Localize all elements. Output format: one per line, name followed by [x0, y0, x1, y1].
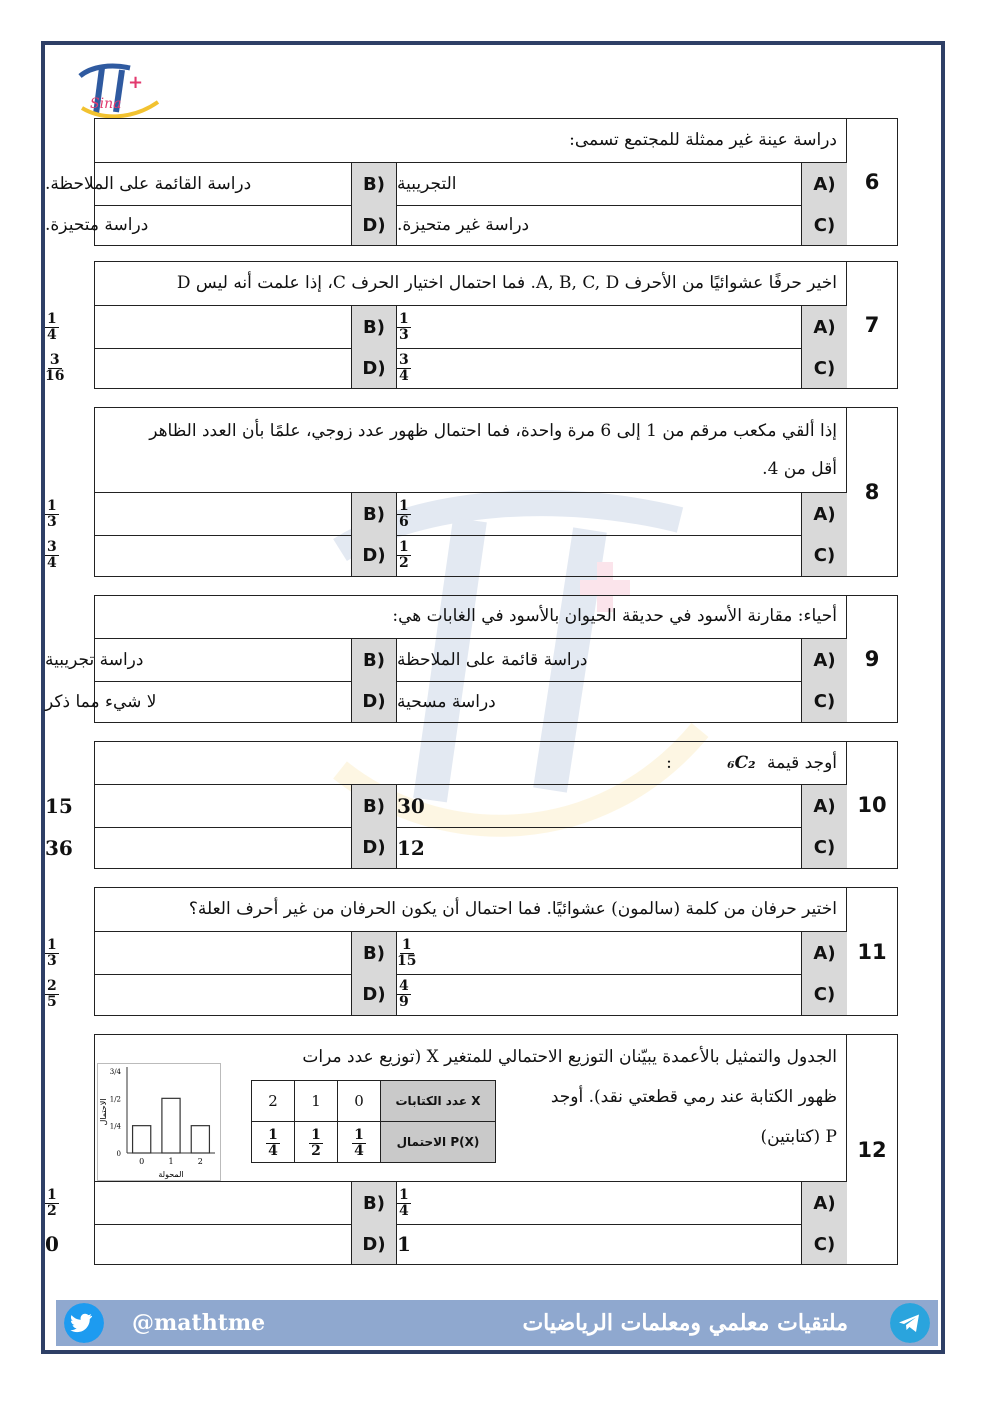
question-number: 6	[846, 119, 897, 245]
option-c-value[interactable]: 12	[397, 835, 425, 860]
option-c-label: C)	[801, 205, 847, 245]
question-number: 11	[846, 888, 897, 1015]
fraction: $\frac{1}{4}$	[47, 310, 57, 343]
question-10	[45, 741, 898, 869]
table-cell: 2	[252, 1081, 295, 1122]
fraction: $\frac{2}{5}$	[47, 978, 57, 1010]
option-b-value[interactable]	[45, 493, 351, 535]
option-b-text[interactable]: دراسة القائمة على الملاحظة.	[45, 174, 252, 194]
option-d-value[interactable]: 0	[45, 1232, 59, 1256]
table-cell: 0	[338, 1081, 381, 1122]
option-a-label: A)	[801, 493, 847, 535]
option-b-value[interactable]	[45, 932, 351, 974]
option-d-label: D)	[351, 681, 397, 722]
bar-chart	[97, 1063, 221, 1181]
option-d-value[interactable]	[45, 535, 351, 576]
question-6	[45, 118, 898, 246]
option-c-label: C)	[801, 348, 847, 388]
question-stem-text: أوجد قيمة	[767, 753, 837, 773]
stem-colon: :	[666, 753, 672, 773]
option-d-value[interactable]: 36	[45, 835, 73, 860]
option-c-value[interactable]	[397, 974, 801, 1015]
table-cell: 1	[295, 1081, 338, 1122]
question-stem: اخير حرفًا عشوائيًا من الأحرف A, B, C, D. فما احتمال اختيار الحرف C، إذا علمت أنه ليس D	[95, 262, 847, 306]
option-b-label: B)	[351, 493, 397, 535]
option-d-value[interactable]	[45, 348, 351, 388]
question-number: 10	[846, 742, 897, 868]
question-stem-line-2: ظهور الكتابة عند رمي قطعتي نقد). أوجد	[550, 1087, 837, 1107]
y-tick-label: 1/4	[109, 1122, 121, 1131]
option-c-label: C)	[801, 974, 847, 1015]
option-b-label: B)	[351, 932, 397, 974]
footer-bar	[56, 1300, 938, 1346]
question-stem	[95, 408, 847, 493]
channel-name: ملتقيات معلمي ومعلمات الرياضيات	[522, 1310, 848, 1336]
telegram-plane-icon[interactable]	[890, 1303, 930, 1343]
option-a-label: A)	[801, 639, 847, 681]
table-cell: $\frac{1}{2}$	[295, 1122, 338, 1163]
option-d-text[interactable]: دراسة متحيزة.	[45, 215, 149, 235]
fraction: $\frac{3}{4}$	[399, 351, 409, 384]
question-9	[45, 595, 898, 723]
svg-text:+: +	[128, 72, 144, 93]
bar	[133, 1126, 151, 1153]
fraction: $\frac{1}{3}$	[47, 497, 57, 530]
option-a-text[interactable]: التجريبية	[397, 174, 457, 194]
option-c-value[interactable]	[397, 348, 801, 388]
option-a-value[interactable]	[397, 1182, 801, 1224]
question-number: 8	[846, 408, 897, 576]
question-11	[47, 887, 898, 1016]
option-b-text[interactable]: دراسة تجريبية	[45, 650, 144, 670]
option-a-label: A)	[801, 932, 847, 974]
question-12	[45, 1034, 898, 1265]
option-c-label: C)	[801, 681, 847, 722]
option-b-value[interactable]: 15	[45, 794, 73, 818]
option-c-label: C)	[801, 535, 847, 576]
option-b-value[interactable]	[45, 306, 351, 348]
fraction: $\frac{1}{2}$	[399, 539, 409, 571]
option-b-label: B)	[351, 306, 397, 348]
question-7	[45, 261, 898, 389]
option-d-label: D)	[351, 827, 397, 868]
option-a-value[interactable]: 30	[397, 794, 425, 818]
table-cell: $\frac{1}{4}$	[338, 1122, 381, 1163]
option-c-text[interactable]: دراسة غير متحيزة.	[397, 215, 530, 235]
option-c-label: C)	[801, 1224, 847, 1264]
question-stem: أحياء: مقارنة الأسود في حديقة الحيوان بالأسود في الغابات هي:	[95, 596, 847, 639]
table-header: عدد الكتابات X	[381, 1081, 496, 1122]
option-d-label: D)	[351, 205, 397, 245]
bar	[162, 1098, 180, 1153]
fraction: $\frac{1}{6}$	[399, 497, 409, 530]
question-stem: دراسة عينة غير ممثلة للمجتمع تسمى:	[95, 119, 847, 163]
fraction: $\frac{1}{2}$	[47, 1186, 57, 1219]
combination-expression: ₆C₂	[727, 753, 756, 773]
table-cell: $\frac{1}{4}$	[252, 1122, 295, 1163]
option-d-label: D)	[351, 535, 397, 576]
option-d-label: D)	[351, 1224, 397, 1264]
x-tick-label: 2	[197, 1157, 203, 1166]
question-number: 9	[846, 596, 897, 722]
x-tick-label: 0	[139, 1157, 145, 1166]
svg-text:Sina: Sina	[90, 96, 122, 112]
option-a-value[interactable]	[397, 493, 801, 535]
fraction: $\frac{3}{16}$	[45, 351, 65, 384]
option-b-value[interactable]	[45, 1182, 351, 1224]
table-header: الاحتمال P(X)	[381, 1122, 496, 1163]
question-stem	[95, 742, 847, 785]
option-c-value[interactable]: 1	[397, 1232, 411, 1256]
option-d-label: D)	[351, 348, 397, 388]
option-a-value[interactable]	[397, 306, 801, 348]
probability-table	[251, 1080, 496, 1163]
option-a-label: A)	[801, 785, 847, 827]
fraction: $\frac{1}{3}$	[399, 310, 409, 343]
fraction: $\frac{4}{9}$	[399, 978, 409, 1010]
y-tick-label: 1/2	[109, 1095, 121, 1104]
option-c-value[interactable]	[397, 535, 801, 576]
option-d-text[interactable]: لا شيء مما ذكر	[45, 691, 157, 712]
option-a-text[interactable]: دراسة قائمة على الملاحظة	[397, 650, 588, 670]
question-stem-line-2: أقل من 4.	[762, 459, 837, 479]
twitter-handle[interactable]: @mathtme	[132, 1310, 266, 1336]
option-c-text[interactable]: دراسة مسحية	[397, 691, 496, 712]
option-b-label: B)	[351, 785, 397, 827]
x-axis-label: المحولة	[158, 1170, 184, 1179]
option-a-label: A)	[801, 1182, 847, 1224]
question-stem-line-1: الجدول والتمثيل بالأعمدة يبيّنان التوزيع الاحتمالي للمتغير X (توزيع عدد مرات	[302, 1047, 837, 1067]
twitter-bird-icon[interactable]	[64, 1303, 104, 1343]
option-b-label: B)	[351, 163, 397, 205]
option-a-value[interactable]	[397, 932, 801, 974]
fraction: $\frac{1}{4}$	[399, 1186, 409, 1219]
x-tick-label: 1	[168, 1157, 174, 1166]
option-a-label: A)	[801, 163, 847, 205]
option-d-label: D)	[351, 974, 397, 1015]
fraction: $\frac{1}{3}$	[47, 936, 57, 969]
question-8	[47, 407, 898, 577]
option-a-label: A)	[801, 306, 847, 348]
question-stem-line-3: P (كتابتين)	[760, 1127, 837, 1147]
question-number: 12	[846, 1035, 897, 1264]
y-tick-label: 3/4	[109, 1068, 121, 1076]
y-tick-label: 0	[116, 1150, 121, 1158]
option-d-value[interactable]	[45, 974, 351, 1015]
y-axis-label: الاحتمال	[99, 1098, 108, 1126]
question-stem-line-1: إذا ألقي مكعب مرقم من 1 إلى 6 مرة واحدة، فما احتمال ظهور عدد زوجي، علمًا بأن العدد الظاهر	[149, 421, 837, 441]
question-stem: اختير حرفان من كلمة (سالمون) عشوائيًا. فما احتمال أن يكون الحرفان من غير أحرف العلة؟	[95, 888, 847, 932]
option-b-label: B)	[351, 639, 397, 681]
option-b-label: B)	[351, 1182, 397, 1224]
option-c-label: C)	[801, 827, 847, 868]
question-number: 7	[846, 262, 897, 388]
fraction: $\frac{1}{15}$	[397, 936, 417, 969]
fraction: $\frac{3}{4}$	[47, 539, 57, 571]
bar	[191, 1126, 209, 1153]
